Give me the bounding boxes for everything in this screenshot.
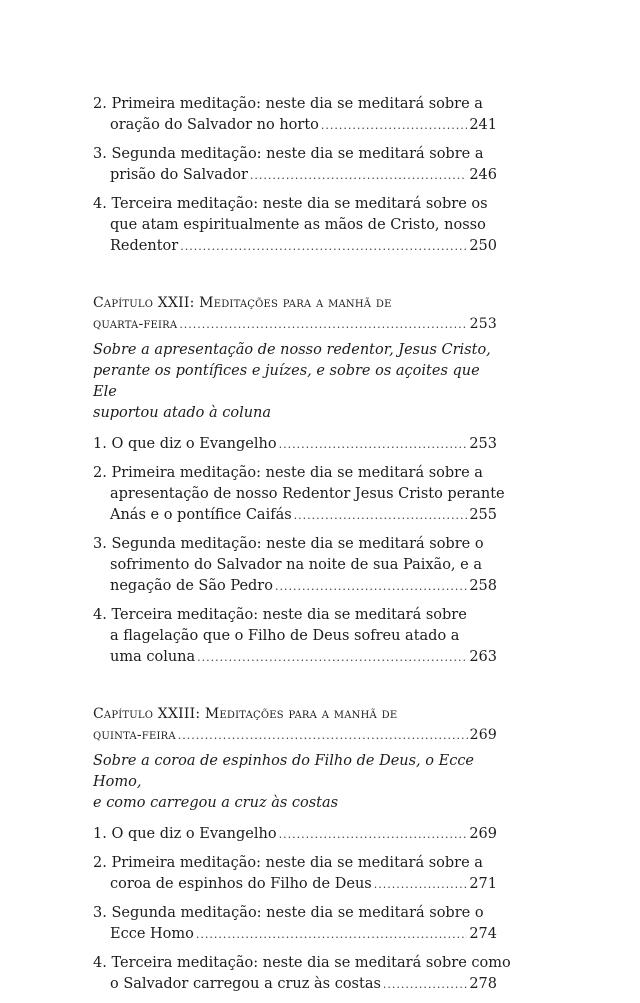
page-number: 255 (469, 507, 497, 523)
toc-entry-line: apresentação de nosso Redentor Jesus Cristo perante (110, 486, 505, 502)
toc-entry-text: negação de São Pedro (110, 578, 273, 594)
page-number: 253 (469, 436, 497, 452)
dot-leader (197, 647, 467, 668)
toc-entry-line: 2. Primeira meditação: neste dia se meditará sobre a (93, 855, 483, 871)
toc-entry-line: 3. Segunda meditação: neste dia se meditará sobre o (93, 536, 484, 552)
section-spacer (93, 265, 497, 293)
toc-entry-last-line (93, 924, 497, 945)
toc-entry-line: a flagelação que o Filho de Deus sofreu atado a (110, 628, 460, 644)
toc-entry-last-line (93, 236, 497, 257)
toc-entry-text: coroa de espinhos do Filho de Deus (110, 876, 372, 892)
toc-entry-line: 4. Terceira meditação: neste dia se meditará sobre (93, 607, 467, 623)
chapter-heading (93, 293, 497, 335)
toc-entry (93, 434, 497, 455)
toc-entry-line: sofrimento do Salvador na noite de sua Paixão, e a (110, 557, 482, 573)
toc-entry-text: 1. O que diz o Evangelho (93, 826, 277, 842)
toc-entry (93, 194, 497, 257)
page-number: 258 (469, 578, 497, 594)
toc-entry-last-line (93, 505, 497, 526)
page-number: 263 (469, 649, 497, 665)
chapter-title-line: Capítulo XXII: Meditações para a manhã de (93, 295, 392, 311)
page-number: 250 (469, 238, 497, 254)
dot-leader (374, 874, 468, 895)
page-number: 253 (469, 316, 497, 332)
subtitle-line: e como carregou a cruz às costas (93, 795, 339, 811)
toc-entry (93, 903, 497, 945)
dot-leader (383, 974, 467, 995)
toc-entry-text: uma coluna (110, 649, 196, 665)
toc-entry-text: Ecce Homo (110, 926, 194, 942)
toc-entry-text: 1. O que diz o Evangelho (93, 436, 277, 452)
dot-leader (196, 924, 467, 945)
dot-leader (180, 236, 467, 257)
dot-leader (279, 434, 468, 455)
page-number: 271 (469, 876, 497, 892)
chapter-subtitle (93, 340, 497, 424)
table-of-contents (93, 94, 511, 1003)
toc-entry (93, 534, 497, 597)
chapter-title-last-line (93, 725, 497, 746)
toc-entry (93, 824, 497, 845)
toc-entry (93, 605, 497, 668)
dot-leader (279, 824, 468, 845)
page-number: 246 (469, 167, 497, 183)
page-number: 274 (469, 926, 497, 942)
toc-entry-text: Anás e o pontífice Caifás (110, 507, 292, 523)
page-number: 269 (469, 826, 497, 842)
toc-section-continued (93, 94, 497, 257)
chapter-heading (93, 704, 497, 746)
toc-chapter-22 (93, 293, 505, 668)
chapter-subtitle (93, 751, 497, 814)
page-number: 278 (469, 976, 497, 992)
chapter-title-last-line (93, 314, 497, 335)
subtitle-line: suportou atado à coluna (93, 405, 272, 421)
subtitle-line: perante os pontífices e juízes, e sobre os açoites que Ele (93, 363, 480, 400)
toc-entry (93, 463, 505, 526)
dot-leader (275, 576, 467, 597)
dot-leader (294, 505, 468, 526)
toc-entry-last-line (93, 824, 497, 845)
dot-leader (179, 314, 467, 335)
dot-leader (178, 725, 468, 746)
toc-entry (93, 853, 497, 895)
toc-entry-line: que atam espiritualmente as mãos de Cristo, nosso (110, 217, 486, 233)
toc-entry-last-line (93, 647, 497, 668)
subtitle-line: Sobre a coroa de espinhos do Filho de Deus, o Ecce Homo, (93, 753, 475, 790)
subtitle-line: Sobre a apresentação de nosso redentor, Jesus Cristo, (93, 342, 491, 358)
dot-leader (250, 165, 467, 186)
toc-entry-text: prisão do Salvador (110, 167, 248, 183)
dot-leader (321, 115, 467, 136)
toc-entry-line: 2. Primeira meditação: neste dia se meditará sobre a (93, 465, 483, 481)
toc-entry-text: o Salvador carregou a cruz às costas (110, 976, 381, 992)
toc-entry-text: oração do Salvador no horto (110, 117, 319, 133)
toc-entry-line: 4. Terceira meditação: neste dia se meditará sobre como (93, 955, 511, 971)
toc-entry-line: 3. Segunda meditação: neste dia se meditará sobre o (93, 905, 484, 921)
toc-entry (93, 144, 497, 186)
toc-entry-text: Redentor (110, 238, 179, 254)
toc-entry-line: 2. Primeira meditação: neste dia se meditará sobre a (93, 96, 483, 112)
chapter-title-line: Capítulo XXIII: Meditações para a manhã de (93, 706, 398, 722)
section-spacer (93, 676, 497, 704)
toc-entry-last-line (93, 434, 497, 455)
page-number: 241 (469, 117, 497, 133)
toc-entry-last-line (93, 874, 497, 895)
toc-entry-last-line (93, 115, 497, 136)
toc-entry-last-line (93, 165, 497, 186)
toc-entry-last-line (93, 974, 497, 995)
chapter-title-text: quinta-feira (93, 727, 176, 743)
toc-entry (93, 94, 497, 136)
toc-entry-line: 4. Terceira meditação: neste dia se meditará sobre os (93, 196, 488, 212)
page-number: 269 (469, 727, 497, 743)
toc-entry-last-line (93, 576, 497, 597)
toc-chapter-23 (93, 704, 511, 995)
toc-entry-line: 3. Segunda meditação: neste dia se meditará sobre a (93, 146, 484, 162)
toc-entry (93, 953, 511, 995)
chapter-title-text: quarta-feira (93, 316, 178, 332)
